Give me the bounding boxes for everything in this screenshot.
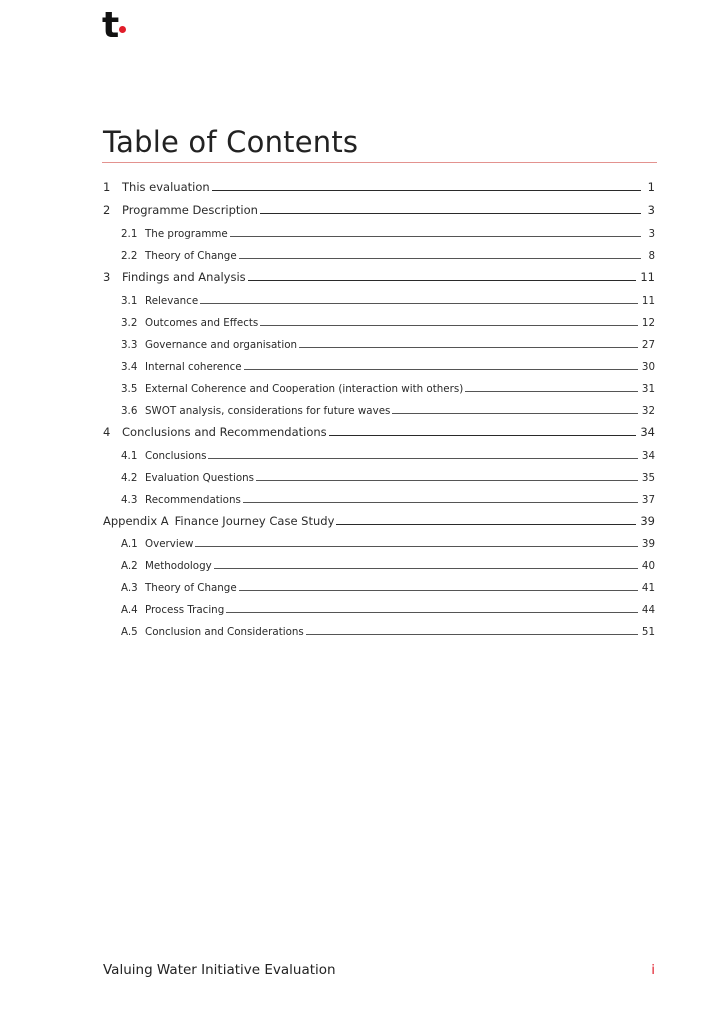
toc-entry-number: 3.6 xyxy=(121,405,138,417)
toc-entry-page: 27 xyxy=(641,339,655,351)
toc-entry[interactable] xyxy=(121,379,655,395)
toc-entry-number: 4.2 xyxy=(121,472,138,484)
toc-entry-page: 37 xyxy=(641,494,655,506)
toc-leader-line xyxy=(212,190,641,191)
toc-entry[interactable] xyxy=(121,534,655,550)
toc-leader-line xyxy=(195,546,637,547)
toc-entry-label: External Coherence and Cooperation (interaction with others) xyxy=(145,383,464,395)
toc-leader-line xyxy=(299,347,638,348)
toc-entry-number: 2.2 xyxy=(121,250,138,262)
toc-entry-number: Appendix A xyxy=(103,514,169,528)
toc-entry-page: 51 xyxy=(641,626,655,638)
toc-leader-line xyxy=(329,435,637,436)
toc-entry-number: A.3 xyxy=(121,582,138,594)
toc-entry-page: 39 xyxy=(640,514,655,528)
toc-leader-line xyxy=(465,391,638,392)
toc-entry[interactable] xyxy=(103,178,655,194)
toc-entry-number: 3.1 xyxy=(121,295,138,307)
toc-entry[interactable] xyxy=(121,291,655,307)
toc-entry-page: 34 xyxy=(641,450,655,462)
toc-entry-number: 1 xyxy=(103,180,111,194)
toc-entry-label: Conclusion and Considerations xyxy=(145,626,304,638)
toc-entry[interactable] xyxy=(121,313,655,329)
toc-entry-number: A.4 xyxy=(121,604,138,616)
toc-entry-label: Governance and organisation xyxy=(145,339,298,351)
toc-entry-page: 31 xyxy=(641,383,655,395)
toc-leader-line xyxy=(243,502,638,503)
toc-entry-label: Findings and Analysis xyxy=(122,270,246,284)
toc-entry-page: 44 xyxy=(641,604,655,616)
toc-leader-line xyxy=(230,236,641,237)
toc-entry-label: Finance Journey Case Study xyxy=(174,514,335,528)
toc-entry-label: Relevance xyxy=(145,295,199,307)
toc-entry-number: 2.1 xyxy=(121,228,138,240)
toc-entry-number: 4 xyxy=(103,425,111,439)
toc-entry[interactable] xyxy=(103,512,655,528)
toc-leader-line xyxy=(239,590,638,591)
toc-leader-line xyxy=(392,413,637,414)
toc-entry-page: 35 xyxy=(641,472,655,484)
page-title: Table of Contents xyxy=(103,125,359,159)
toc-entry-page: 3 xyxy=(647,203,655,217)
toc-entry-number: A.2 xyxy=(121,560,138,572)
toc-entry-page: 8 xyxy=(648,250,655,262)
toc-entry-label: Theory of Change xyxy=(145,582,237,594)
toc-entry-page: 32 xyxy=(641,405,655,417)
toc-leader-line xyxy=(214,568,638,569)
toc-entry-number: 3.4 xyxy=(121,361,138,373)
toc-entry-label: Conclusions and Recommendations xyxy=(122,425,327,439)
toc-entry-label: Overview xyxy=(145,538,194,550)
toc-entry-label: Evaluation Questions xyxy=(145,472,255,484)
toc-entry[interactable] xyxy=(121,246,655,262)
toc-entry-page: 3 xyxy=(648,228,655,240)
toc-leader-line xyxy=(260,213,641,214)
toc-entry[interactable] xyxy=(121,556,655,572)
toc-entry-label: Methodology xyxy=(145,560,212,572)
toc-entry-number: A.5 xyxy=(121,626,138,638)
footer-document-title: Valuing Water Initiative Evaluation xyxy=(103,962,336,978)
toc-entry-page: 39 xyxy=(641,538,655,550)
toc-entry-label: Process Tracing xyxy=(145,604,225,616)
toc-entry[interactable] xyxy=(121,622,655,638)
toc-leader-line xyxy=(336,524,636,525)
toc-entry-number: 4.1 xyxy=(121,450,138,462)
toc-entry-number: A.1 xyxy=(121,538,138,550)
toc-entry[interactable] xyxy=(121,357,655,373)
toc-entry[interactable] xyxy=(121,600,655,616)
title-divider xyxy=(102,162,657,163)
toc-entry-label: Recommendations xyxy=(145,494,241,506)
toc-entry-number: 2 xyxy=(103,203,111,217)
toc-entry-page: 30 xyxy=(641,361,655,373)
toc-entry[interactable] xyxy=(121,335,655,351)
toc-leader-line xyxy=(248,280,637,281)
toc-entry-number: 3 xyxy=(103,270,111,284)
toc-entry-page: 11 xyxy=(641,295,655,307)
toc-entry[interactable] xyxy=(121,490,655,506)
toc-entry[interactable] xyxy=(103,423,655,439)
toc-leader-line xyxy=(256,480,638,481)
toc-leader-line xyxy=(244,369,638,370)
toc-entry-page: 41 xyxy=(641,582,655,594)
toc-leader-line xyxy=(306,634,638,635)
toc-entry-label: Internal coherence xyxy=(145,361,242,373)
toc-entry-label: The programme xyxy=(145,228,228,240)
toc-entry-page: 40 xyxy=(641,560,655,572)
t-logo-icon: t xyxy=(102,14,128,50)
toc-entry-label: Theory of Change xyxy=(145,250,237,262)
toc-leader-line xyxy=(239,258,641,259)
toc-entry[interactable] xyxy=(103,268,655,284)
toc-entry[interactable] xyxy=(103,201,655,217)
toc-entry-number: 3.2 xyxy=(121,317,138,329)
toc-leader-line xyxy=(226,612,638,613)
toc-entry-page: 1 xyxy=(647,180,655,194)
toc-entry-label: Programme Description xyxy=(122,203,258,217)
toc-entry-label: Outcomes and Effects xyxy=(145,317,259,329)
toc-entry[interactable] xyxy=(121,224,655,240)
toc-leader-line xyxy=(208,458,637,459)
toc-entry-number: 3.3 xyxy=(121,339,138,351)
toc-entry-page: 12 xyxy=(641,317,655,329)
toc-leader-line xyxy=(200,303,638,304)
toc-entry-page: 34 xyxy=(640,425,655,439)
toc-entry-label: This evaluation xyxy=(122,180,210,194)
toc-entry-number: 3.5 xyxy=(121,383,138,395)
toc-entry[interactable] xyxy=(121,401,655,417)
footer-page-number: i xyxy=(651,962,655,978)
toc-entry[interactable] xyxy=(121,578,655,594)
toc-entry-label: Conclusions xyxy=(145,450,207,462)
toc-entry[interactable] xyxy=(121,468,655,484)
toc-entry[interactable] xyxy=(121,446,655,462)
toc-entry-number: 4.3 xyxy=(121,494,138,506)
toc-entry-label: SWOT analysis, considerations for future waves xyxy=(145,405,391,417)
toc-leader-line xyxy=(260,325,638,326)
toc-entry-page: 11 xyxy=(640,270,655,284)
